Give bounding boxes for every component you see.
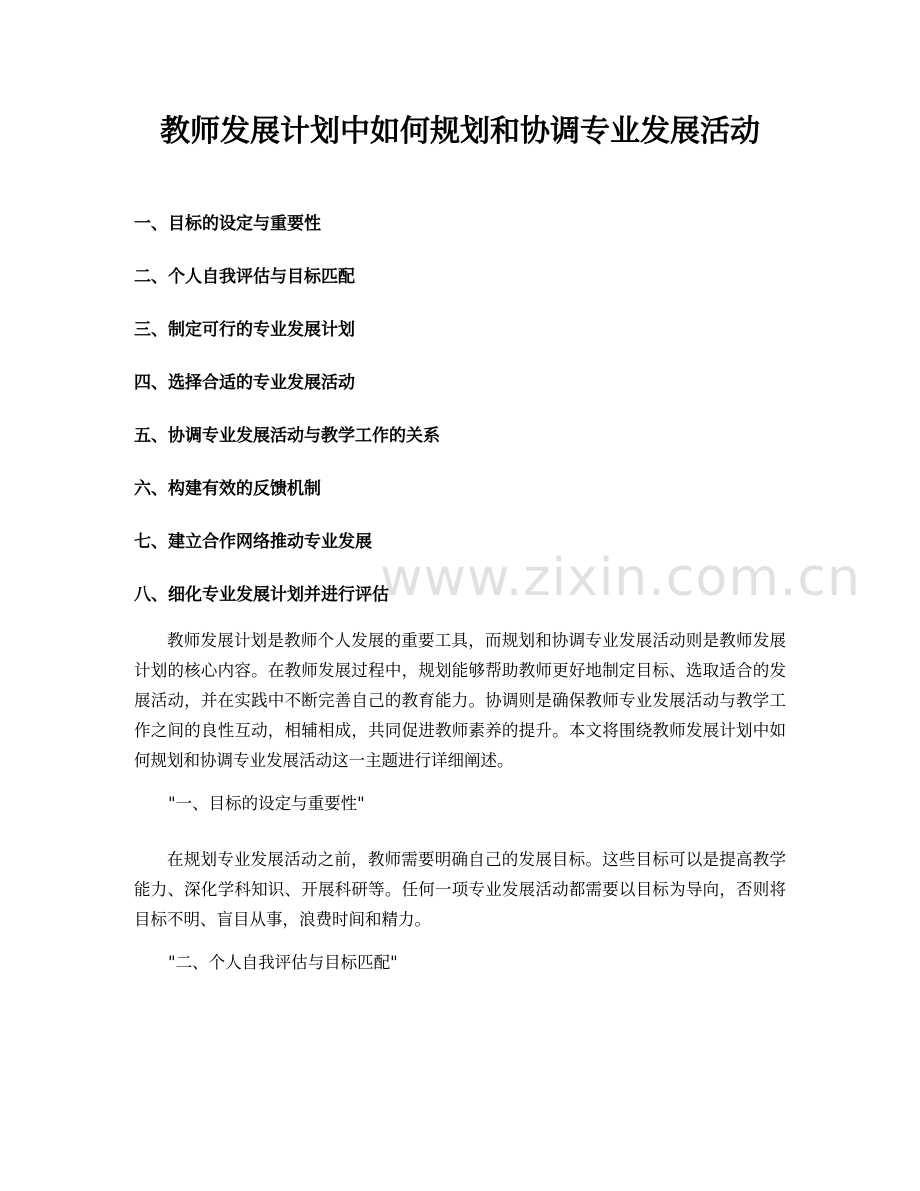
toc-item: 二、个人自我评估与目标匹配 (134, 267, 355, 287)
section-heading: "二、个人自我评估与目标匹配" (168, 953, 398, 972)
intro-paragraph: 教师发展计划是教师个人发展的重要工具，而规划和协调专业发展活动则是教师发展计划的核心内容。在教师发展过程中，规划能够帮助教师更好地制定目标、选取适合的发展活动，并在实践中不断完善自己的教育能力。协调则是确保教师专业发展活动与教学工作之间的良性互动，相辅相成，共同促进教师素养的提升。本文将围绕教师发展计划中如何规划和协调专业发展活动这一主题进行详细阐述。 (134, 631, 786, 770)
section-heading: "一、目标的设定与重要性" (168, 794, 365, 813)
toc-item: 三、制定可行的专业发展计划 (134, 320, 355, 340)
toc-item: 一、目标的设定与重要性 (134, 214, 321, 234)
toc-item: 七、建立合作网络推动专业发展 (134, 532, 372, 552)
section-paragraph: 在规划专业发展活动之前，教师需要明确自己的发展目标。这些目标可以是提高教学能力、深化学科知识、开展科研等。任何一项专业发展活动都需要以目标为导向，否则将目标不明、盲目从事，浪费时间和精力。 (134, 850, 786, 929)
toc-item: 六、构建有效的反馈机制 (134, 479, 321, 499)
toc-item: 四、选择合适的专业发展活动 (134, 373, 355, 393)
table-of-contents (134, 198, 786, 622)
document-body (134, 626, 786, 978)
toc-item: 八、细化专业发展计划并进行评估 (134, 585, 389, 605)
toc-item: 五、协调专业发展活动与教学工作的关系 (134, 426, 440, 446)
watermark: www.zixin.com.cn (380, 548, 861, 608)
document-title: 教师发展计划中如何规划和协调专业发展活动 (160, 114, 760, 149)
